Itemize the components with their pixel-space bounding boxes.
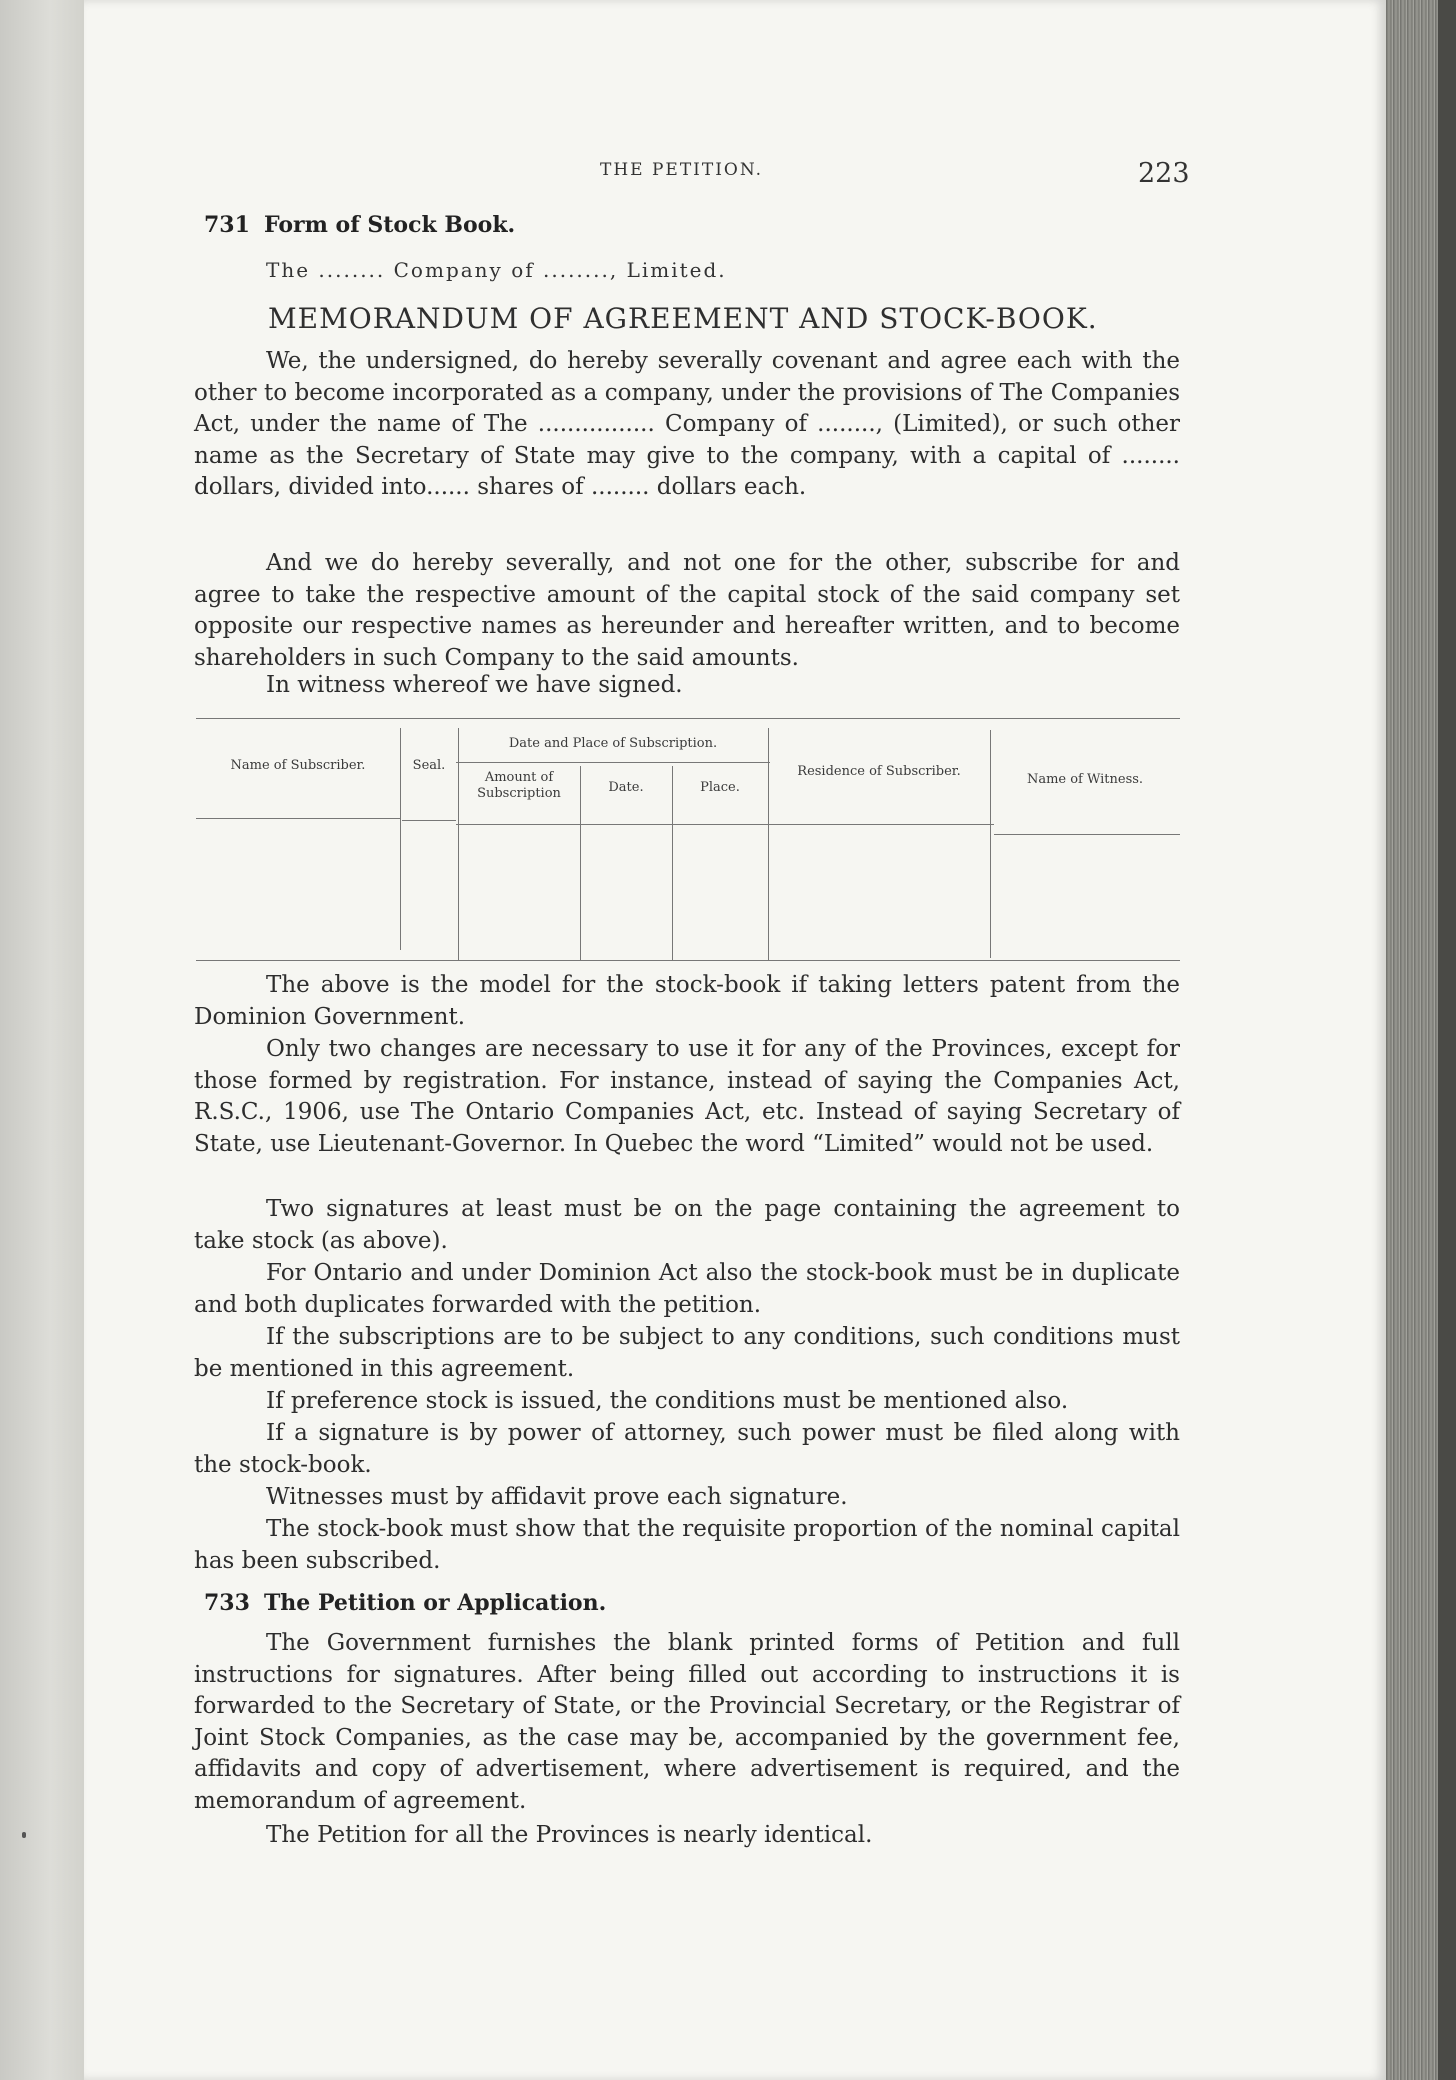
section-number: 733 <box>204 1590 250 1616</box>
body-paragraph: The above is the model for the stock-book if taking letters patent from the Dominion Government. <box>194 972 1180 1030</box>
column-header-seal: Seal. <box>412 758 446 773</box>
body-paragraph: If a signature is by power of attorney, such power must be filed along with the stock-book. <box>194 1420 1180 1478</box>
column-group-header-date-place: Date and Place of Subscription. <box>508 736 718 751</box>
section-title: The Petition or Application. <box>263 1590 607 1616</box>
section-number: 731 <box>204 212 250 238</box>
column-header-name-of-subscriber: Name of Subscriber. <box>230 758 366 773</box>
body-paragraph: Witnesses must by affidavit prove each signature. <box>266 1484 848 1510</box>
body-paragraph: If the subscriptions are to be subject to any conditions, such conditions must be mentioned in this agreement. <box>194 1324 1180 1382</box>
column-header-name-of-witness: Name of Witness. <box>1026 772 1144 787</box>
running-head: THE PETITION. <box>600 160 764 180</box>
column-header-amount-of-subscription: Amount of Subscription <box>477 770 561 801</box>
body-paragraph: For Ontario and under Dominion Act also the stock-book must be in duplicate and both duplicates forwarded with the petition. <box>194 1260 1180 1318</box>
column-header-place: Place. <box>700 780 740 795</box>
section-heading-731 <box>204 212 515 238</box>
stock-book-table <box>196 718 1180 962</box>
company-line: The ........ Company of ........, Limited. <box>266 258 727 282</box>
column-header-date: Date. <box>608 780 644 795</box>
memorandum-title: MEMORANDUM OF AGREEMENT AND STOCK-BOOK. <box>268 302 1098 335</box>
intro-paragraph: We, the undersigned, do hereby severally covenant and agree each with the other to become incorporated as a company, under the provisions of The Companies Act, under the name of The ................ Company of ........, (Limited), or such other name as the Secretary of State may give to the company, with a capital of ........ dollars, divided into...... shares of ........ dollars each. <box>194 348 1180 500</box>
book-page-edges <box>1386 0 1456 2080</box>
section-heading-733 <box>204 1590 606 1616</box>
body-paragraph: If preference stock is issued, the conditions must be mentioned also. <box>266 1388 1069 1414</box>
petition-paragraph: The Petition for all the Provinces is nearly identical. <box>266 1822 873 1848</box>
page-number: 223 <box>1138 158 1190 189</box>
scan-left-margin <box>0 0 84 2080</box>
body-paragraph: Two signatures at least must be on the page containing the agreement to take stock (as above). <box>194 1196 1180 1254</box>
margin-mark <box>22 1832 26 1838</box>
petition-paragraph: The Government furnishes the blank printed forms of Petition and full instructions for signatures. After being filled out according to instructions it is forwarded to the Secretary of State, or the Provincial Secretary, or the Registrar of Joint Stock Companies, as the case may be, accompanied by the government fee, affidavits and copy of advertisement, where advertisement is required, and the memorandum of agreement. <box>194 1630 1180 1814</box>
intro-paragraph: In witness whereof we have signed. <box>266 672 683 698</box>
body-paragraph: The stock-book must show that the requisite proportion of the nominal capital has been subscribed. <box>194 1516 1180 1574</box>
body-paragraph: Only two changes are necessary to use it for any of the Provinces, except for those formed by registration. For instance, instead of saying the Companies Act, R.S.C., 1906, use The Ontario Companies Act, etc. Instead of saying Secretary of State, use Lieutenant-Governor. In Quebec the word “Limited” would not be used. <box>194 1036 1180 1157</box>
section-title: Form of Stock Book. <box>263 212 516 238</box>
column-header-residence-of-subscriber: Residence of Subscriber. <box>797 764 961 779</box>
intro-paragraph: And we do hereby severally, and not one for the other, subscribe for and agree to take the respective amount of the capital stock of the said company set opposite our respective names as hereunder and hereafter written, and to become shareholders in such Company to the said amounts. <box>194 550 1180 671</box>
